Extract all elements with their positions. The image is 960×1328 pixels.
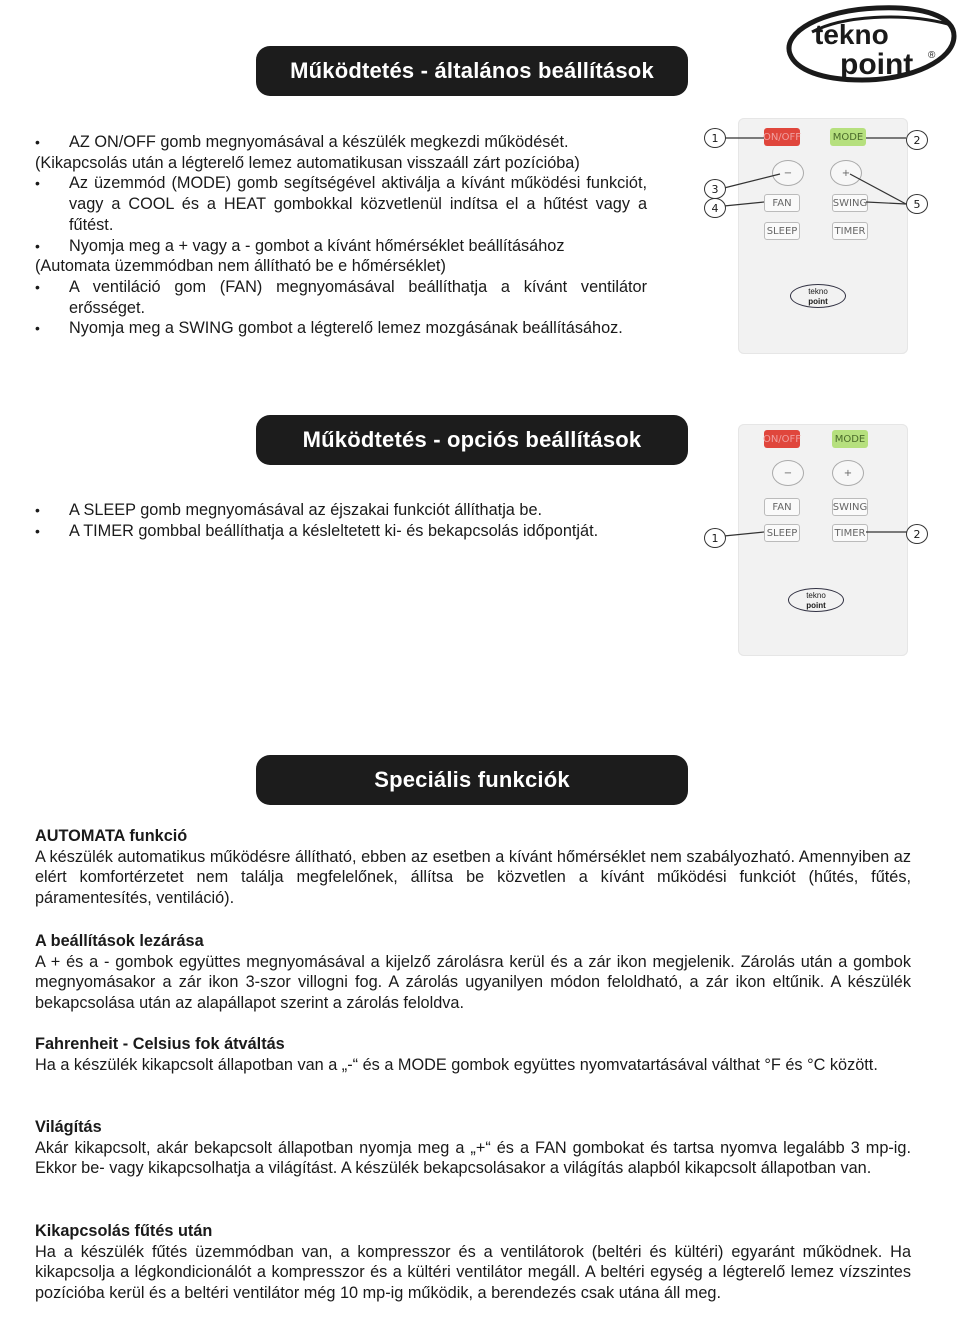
item-body: A készülék automatikus működésre állítható, ebben az esetben a kívánt hőmérséklet nem szabályozható. Amennyiben az elért komfortérzetet nem találja megfelelőnek, állítsa be közvetlen a kívánt működési funkciót (hűtés, fűtés, páramentesítés, ventiláció). [35,847,911,908]
bullet-on-off-cont: (Kikapcsolás után a légterelő lemez automatikusan visszaáll zárt pozícióba) [35,153,580,172]
on-off-button-icon: ON/OFF [764,430,800,448]
special-item-heating-off [35,1221,911,1304]
remote-illustration-1 [700,118,940,362]
bullet-sleep: • A SLEEP gomb megnyomásával az éjszakai funkciót állíthatja be. [35,500,647,521]
swing-button-icon: SWING [832,498,868,516]
item-body: Ha a készülék fűtés üzemmódban van, a kompresszor és a ventilátorok (beltéri és kültéri) egyaránt működnek. Ha kikapcsolja a légkondicionálót a kompresszor és a kültéri ventilátor megáll. A beltéri egység a légterelő lemez vízszintes pozícióba kerül és a beltéri ventilátor még 10 mp-ig működik, a berendezés csak utána áll meg. [35,1242,911,1303]
sleep-button-icon: SLEEP [764,222,800,240]
item-heading: Fahrenheit - Celsius fok átváltás [35,1035,285,1053]
special-item-lock [35,931,911,1014]
section-title-general: Működtetés - általános beállítások [256,46,688,96]
item-body: A + és a - gombok együttes megnyomásával a kijelző zárolásra kerül és a zár ikon megjelenik. Zárolás után a gombok megnyomásakor a zár ikon 3-szor villogni fog. A zárolás ugyanilyen módon feloldható, a zár ikon eltűnik. A készülék bekapcsolása után az alapállapot szerint a zárolás feloldva. [35,952,911,1013]
bullet-temp: • Nyomja meg a + vagy a - gombot a kívánt hőmérséklet beállításához [35,236,647,257]
mode-button-icon: MODE [832,430,868,448]
minus-button-icon: − [772,160,804,186]
mode-button-icon: MODE [830,128,866,146]
callout-4: 4 [704,198,726,218]
remote-brand-line2: point [808,297,828,306]
optional-settings-text [35,500,647,541]
timer-button-icon: TIMER [832,222,868,240]
bullet-temp-cont: (Automata üzemmódban nem állítható be e hőmérséklet) [35,257,446,276]
callout-2: 2 [906,130,928,150]
fan-button-icon: FAN [764,498,800,516]
item-heading: Kikapcsolás fűtés után [35,1222,213,1240]
callout-1: 1 [704,128,726,148]
special-item-lighting [35,1117,911,1179]
section-title-optional: Működtetés - opciós beállítások [256,415,688,465]
svg-text:tekno: tekno [814,19,889,50]
swing-button-icon: SWING [832,194,868,212]
bullet-on-off: • AZ ON/OFF gomb megnyomásával a készülék megkezdi működését. [35,132,647,153]
callout-lines [700,118,940,362]
remote-brand-line1: tekno [806,591,826,600]
svg-text:point: point [840,48,914,81]
minus-button-icon: − [772,460,804,486]
tekno-point-logo [782,2,958,86]
bullet-swing: • Nyomja meg a SWING gombot a légterelő lemez mozgásának beállításához. [35,318,647,339]
item-heading: Világítás [35,1118,102,1136]
general-settings-text [35,132,647,339]
callout-5: 5 [906,194,928,214]
fan-button-icon: FAN [764,194,800,212]
item-heading: AUTOMATA funkció [35,827,188,845]
plus-button-icon: + [832,460,864,486]
bullet-fan: • A ventiláció gom (FAN) megnyomásával beállíthatja a kívánt ventilátor erősséget. [35,277,647,318]
item-body: Ha a készülék kikapcsolt állapotban van a „-“ és a MODE gombok együttes nyomvatartásával válthat °F és °C között. [35,1055,878,1074]
item-body: Akár kikapcsolt, akár bekapcsolt állapotban nyomja meg a „+“ és a FAN gombokat és tartsa nyomva legalább 3 mp-ig. Ekkor be- vagy kikapcsolhatja a világítást. A készülék bekapcsolásakor a világítás alapból kikapcsolt állapotban van. [35,1138,911,1178]
callout-1: 1 [704,528,726,548]
section-title-special: Speciális funkciók [256,755,688,805]
on-off-button-icon: ON/OFF [764,128,800,146]
bullet-timer: • A TIMER gombbal beállíthatja a késleltetett ki- és bekapcsolás időpontját. [35,521,647,542]
special-item-fahrenheit [35,1034,911,1075]
sleep-button-icon: SLEEP [764,524,800,542]
remote-brand-line2: point [806,601,826,610]
callout-3: 3 [704,179,726,199]
timer-button-icon: TIMER [832,524,868,542]
special-item-automata [35,826,911,909]
plus-button-icon: + [830,160,862,186]
bullet-mode: • Az üzemmód (MODE) gomb segítségével aktiválja a kívánt működési funkciót, vagy a COOL és a HEAT gombokkal közvetlenül indítsa el a hűtést vagy a fűtést. [35,173,647,235]
callout-lines [700,424,940,660]
svg-text:®: ® [928,50,936,61]
remote-illustration-2 [700,424,940,660]
remote-brand-line1: tekno [808,287,828,296]
item-heading: A beállítások lezárása [35,932,204,950]
callout-2: 2 [906,524,928,544]
